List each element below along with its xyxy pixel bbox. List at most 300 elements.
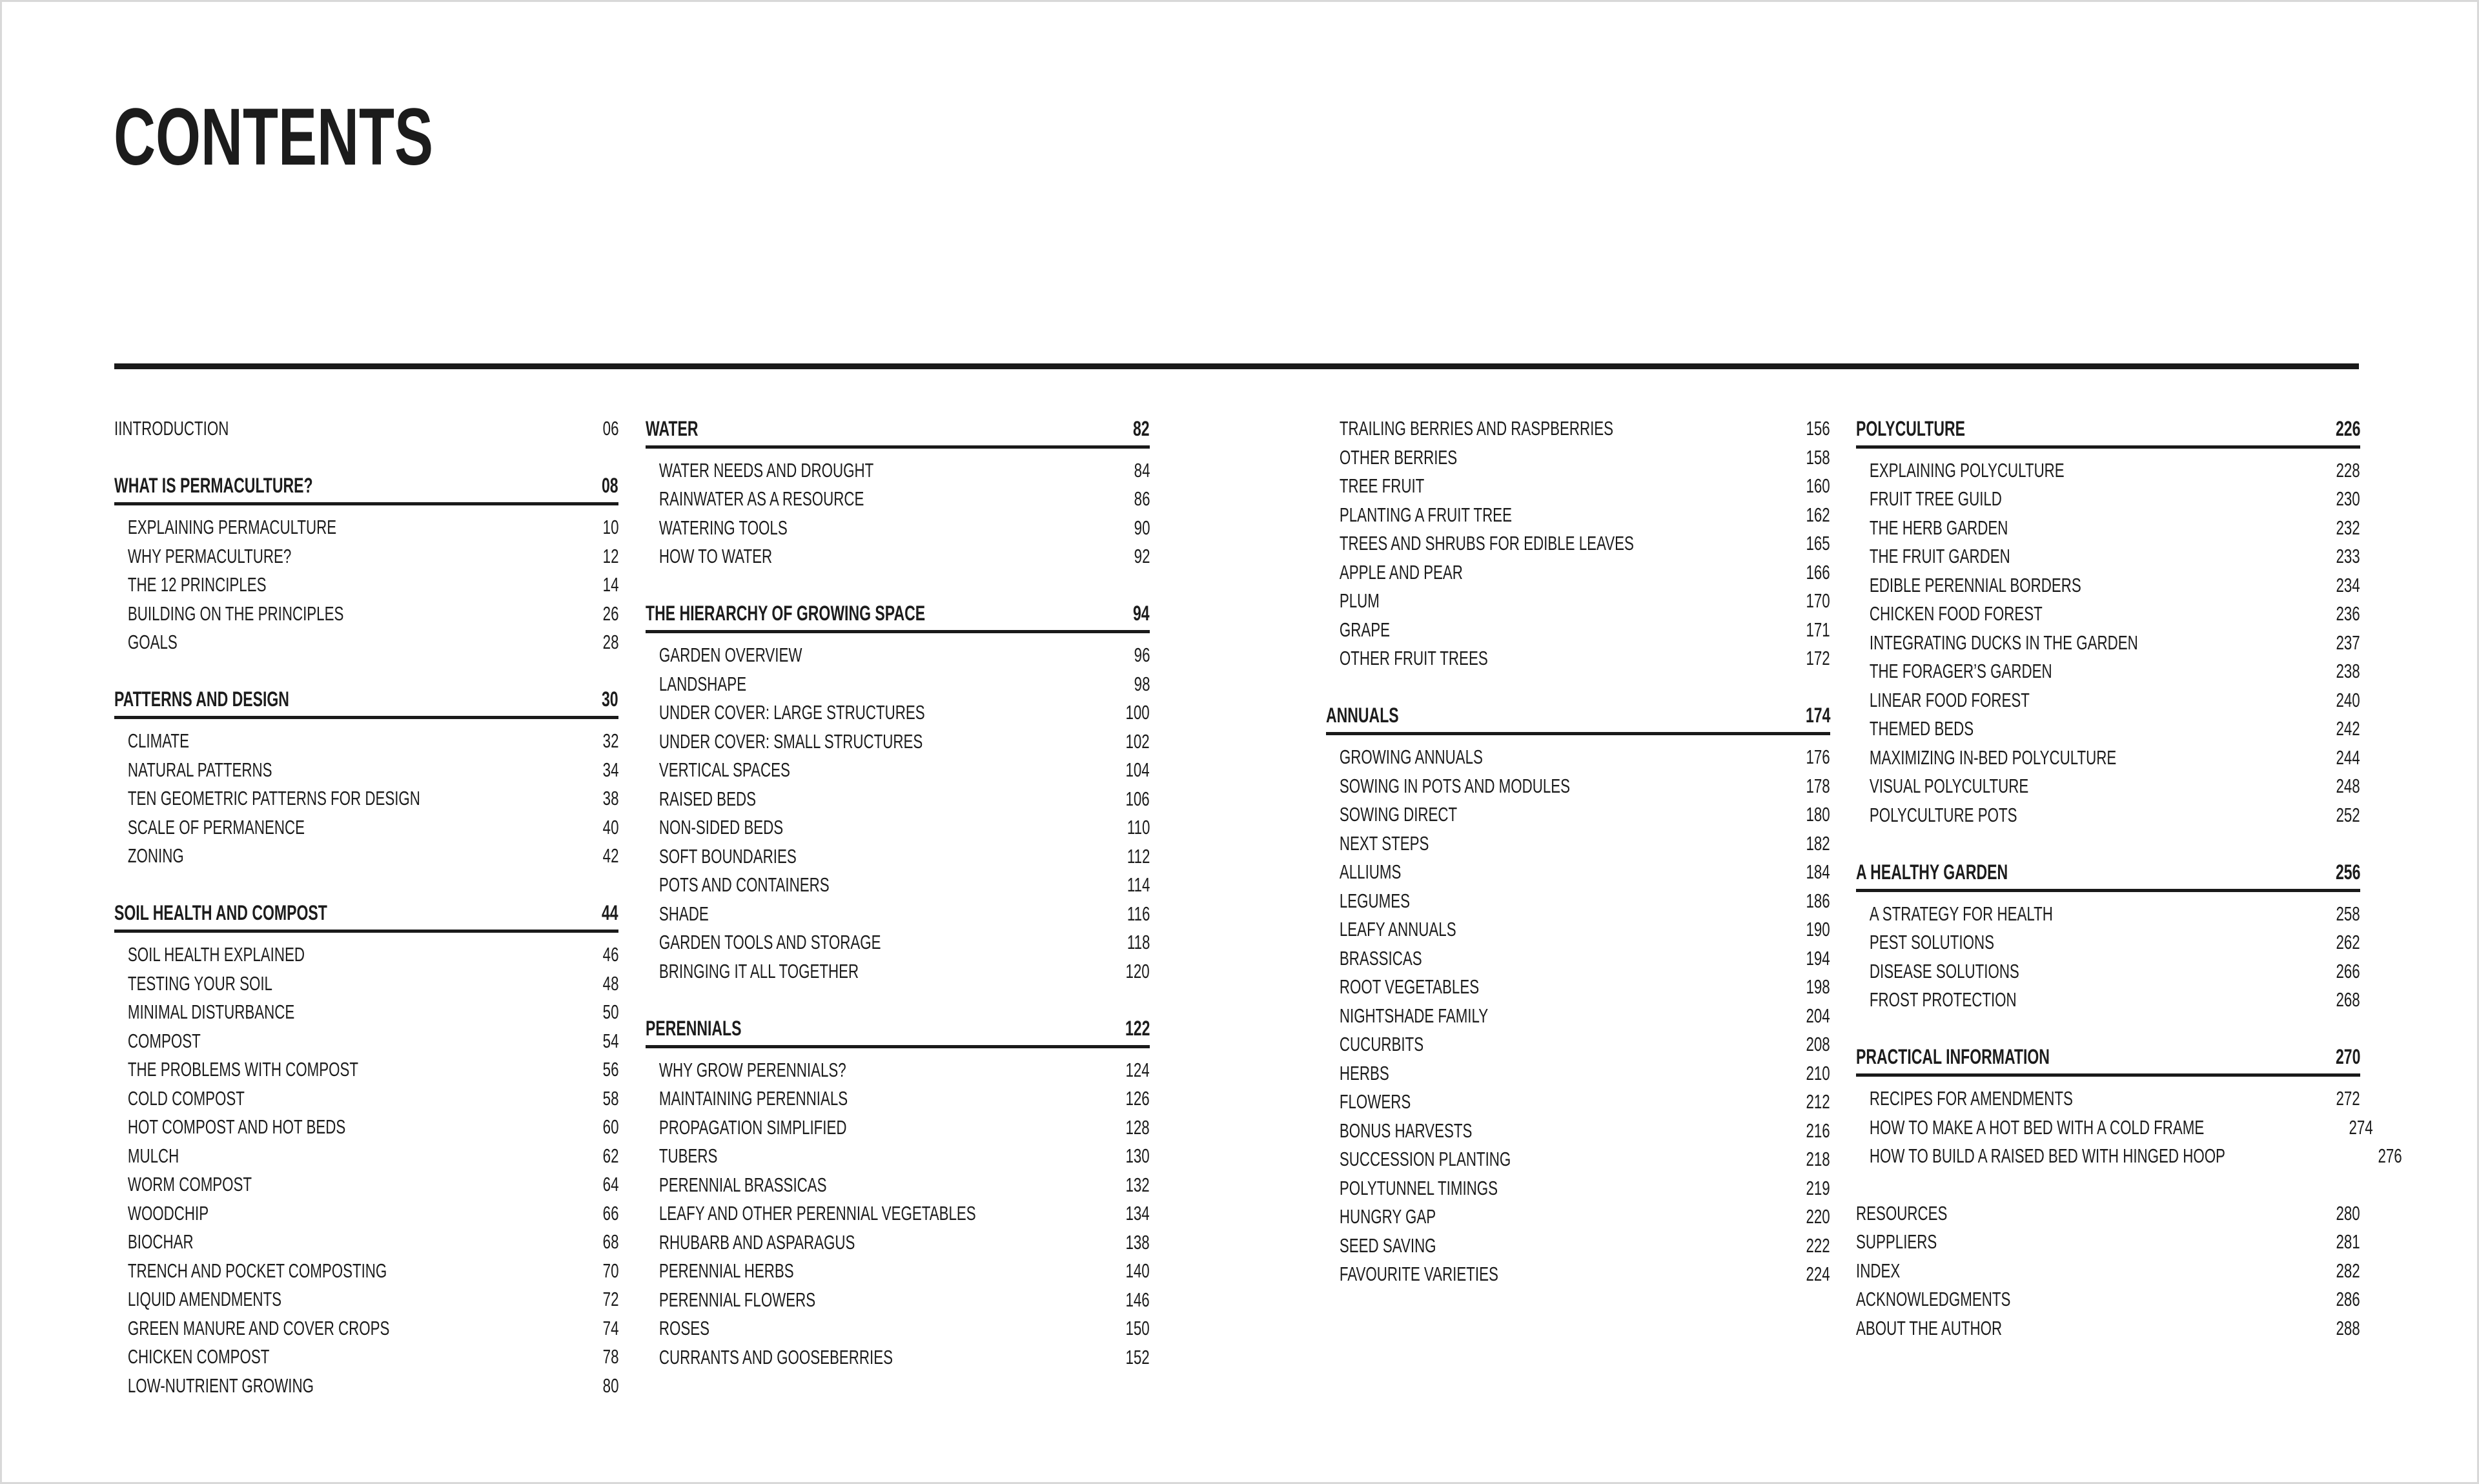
toc-entry <box>1856 1285 2360 1314</box>
toc-entry <box>1326 1145 1830 1174</box>
entry-label: INTEGRATING DUCKS IN THE GARDEN <box>1869 631 2138 654</box>
entry-page: 60 <box>602 1115 618 1139</box>
toc-entry <box>646 756 1150 785</box>
divider-rule <box>114 363 2359 369</box>
toc-entry <box>1326 558 1830 587</box>
entry-page: 14 <box>602 573 618 596</box>
toc-entry <box>646 785 1150 814</box>
toc-entry <box>114 513 618 542</box>
entry-page: 272 <box>2336 1087 2360 1110</box>
toc-entry <box>1326 743 1830 772</box>
toc-entry <box>1326 887 1830 916</box>
entry-page: 258 <box>2336 902 2360 925</box>
entry-label: POLYTUNNEL TIMINGS <box>1339 1176 1498 1199</box>
entry-label: COLD COMPOST <box>127 1086 245 1110</box>
section-header <box>1856 858 2360 887</box>
entry-page: 184 <box>1806 860 1830 884</box>
toc-entry <box>1856 485 2360 514</box>
toc-entry <box>1856 514 2360 543</box>
toc-entry <box>1856 744 2360 773</box>
toc-entry <box>114 1228 618 1257</box>
toc-entry <box>646 514 1150 543</box>
toc-entry <box>646 842 1150 871</box>
section-underline <box>114 502 618 505</box>
section-header <box>114 899 618 928</box>
entry-page: 222 <box>1806 1234 1830 1257</box>
toc-entry <box>114 1170 618 1199</box>
entry-page: 219 <box>1806 1176 1830 1199</box>
entry-page: 228 <box>2336 458 2360 482</box>
toc-entry <box>1326 501 1830 530</box>
section-title: WHAT IS PERMACULTURE? <box>114 474 313 498</box>
entry-page: 212 <box>1806 1090 1830 1113</box>
toc-entry <box>646 871 1150 900</box>
entry-label: SOWING IN POTS AND MODULES <box>1339 774 1571 797</box>
entry-label: TESTING YOUR SOIL <box>127 971 272 995</box>
entry-page: 230 <box>2336 487 2360 511</box>
entry-label: RAINWATER AS A RESOURCE <box>658 487 864 511</box>
entry-label: PERENNIAL HERBS <box>658 1259 794 1283</box>
toc-entry <box>114 1113 618 1142</box>
entry-label: CHICKEN COMPOST <box>127 1345 270 1368</box>
toc-entry <box>646 928 1150 957</box>
entry-label: PERENNIAL BRASSICAS <box>658 1173 827 1196</box>
entry-page: 12 <box>602 544 618 567</box>
entry-label: ALLIUMS <box>1339 860 1402 884</box>
entry-label: GREEN MANURE AND COVER CROPS <box>127 1316 390 1339</box>
toc-entry <box>1856 571 2360 600</box>
toc-entry <box>1856 629 2360 658</box>
entry-page: 116 <box>1127 902 1150 925</box>
section-title: PERENNIALS <box>646 1016 742 1040</box>
entry-label: BIOCHAR <box>127 1230 194 1254</box>
toc-entry <box>1326 1232 1830 1261</box>
toc-block-section <box>1326 702 1830 1289</box>
toc-entry <box>646 1199 1150 1228</box>
entry-label: SOWING DIRECT <box>1339 803 1458 826</box>
entry-page: 158 <box>1806 445 1830 469</box>
toc-block-section <box>114 899 618 1401</box>
toc-entry <box>646 698 1150 727</box>
entry-page: 38 <box>602 787 618 810</box>
entry-page: 160 <box>1806 474 1830 498</box>
section-title: PATTERNS AND DESIGN <box>114 687 289 711</box>
toc-entry <box>114 1257 618 1286</box>
toc-entry <box>1326 1059 1830 1088</box>
entry-page: 102 <box>1125 729 1150 753</box>
entry-page: 152 <box>1125 1345 1150 1368</box>
toc-block-plain <box>1856 1199 2360 1343</box>
toc-entry <box>646 1228 1150 1257</box>
toc-entry <box>1856 600 2360 629</box>
entry-label: WHY PERMACULTURE? <box>127 544 292 567</box>
entry-label: NIGHTSHADE FAMILY <box>1339 1004 1489 1027</box>
entry-label: WORM COMPOST <box>127 1173 252 1196</box>
entry-page: 100 <box>1125 701 1150 724</box>
entry-label: HOT COMPOST AND HOT BEDS <box>127 1115 346 1139</box>
toc-entry <box>646 670 1150 699</box>
toc-entry <box>1326 1117 1830 1146</box>
entry-label: COMPOST <box>127 1029 201 1052</box>
entry-label: RHUBARB AND ASPARAGUS <box>658 1230 855 1254</box>
entry-label: PROPAGATION SIMPLIFIED <box>658 1115 847 1139</box>
toc-entry <box>114 842 618 871</box>
entry-label: WATER NEEDS AND DROUGHT <box>658 458 874 482</box>
section-page: 226 <box>2335 416 2360 440</box>
entry-label: RESOURCES <box>1856 1201 1948 1225</box>
toc-entry <box>1856 657 2360 686</box>
entry-label: THE PROBLEMS WITH COMPOST <box>127 1058 359 1081</box>
entry-label: BONUS HARVESTS <box>1339 1119 1473 1142</box>
entry-label: EXPLAINING PERMACULTURE <box>127 516 337 539</box>
toc-entry <box>646 957 1150 986</box>
entry-page: 280 <box>2336 1201 2360 1225</box>
entry-page: 78 <box>602 1345 618 1368</box>
toc-entry <box>1326 414 1830 443</box>
toc-entry <box>114 813 618 842</box>
entry-page: 62 <box>602 1144 618 1167</box>
entry-label: FROST PROTECTION <box>1869 988 2017 1011</box>
entry-label: LIQUID AMENDMENTS <box>127 1288 281 1311</box>
entry-page: 171 <box>1806 618 1830 641</box>
entry-page: 216 <box>1806 1119 1830 1142</box>
entry-page: 140 <box>1125 1259 1150 1283</box>
entry-page: 276 <box>2378 1144 2403 1168</box>
toc-entry <box>114 756 618 785</box>
entry-label: OTHER FRUIT TREES <box>1339 647 1488 670</box>
section-underline <box>114 930 618 933</box>
toc-columns <box>114 414 2403 1400</box>
toc-entry <box>114 600 618 629</box>
entry-label: ZONING <box>127 844 184 868</box>
entry-page: 281 <box>2336 1230 2360 1254</box>
toc-entry <box>114 628 618 657</box>
toc-entry <box>646 1257 1150 1286</box>
entry-label: A STRATEGY FOR HEALTH <box>1869 902 2053 925</box>
entry-page: 56 <box>602 1058 618 1081</box>
section-page: 174 <box>1805 704 1830 727</box>
entry-label: PERENNIAL FLOWERS <box>658 1288 816 1311</box>
entry-label: RECIPES FOR AMENDMENTS <box>1869 1087 2073 1110</box>
entry-label: PEST SOLUTIONS <box>1869 931 1994 954</box>
entry-label: SOIL HEALTH EXPLAINED <box>127 943 305 966</box>
entry-page: 268 <box>2336 988 2360 1011</box>
entry-page: 178 <box>1806 774 1830 797</box>
section-header <box>646 1014 1150 1043</box>
section-page: 08 <box>602 474 618 498</box>
entry-label: ROSES <box>658 1317 710 1340</box>
section-header <box>646 414 1150 443</box>
toc-entry <box>1856 1199 2360 1228</box>
toc-entry <box>1856 900 2360 929</box>
toc-entry <box>1856 1257 2360 1286</box>
toc-entry <box>1326 1203 1830 1232</box>
entry-label: MAINTAINING PERENNIALS <box>658 1087 848 1110</box>
entry-page: 26 <box>602 602 618 625</box>
toc-entry <box>646 1084 1150 1113</box>
toc-entry <box>1326 915 1830 944</box>
entry-page: 106 <box>1125 787 1150 810</box>
entry-label: NATURAL PATTERNS <box>127 758 272 781</box>
entry-page: 237 <box>2336 631 2360 654</box>
toc-entry <box>1326 1174 1830 1203</box>
entry-page: 282 <box>2336 1259 2360 1282</box>
toc-entry <box>1326 472 1830 501</box>
toc-entry <box>1326 858 1830 887</box>
toc-entry <box>114 784 618 813</box>
entry-label: CURRANTS AND GOOSEBERRIES <box>658 1345 893 1368</box>
entry-page: 58 <box>602 1086 618 1110</box>
entry-page: 252 <box>2336 803 2360 826</box>
section-title: POLYCULTURE <box>1856 416 1965 440</box>
entry-label: TEN GEOMETRIC PATTERNS FOR DESIGN <box>127 787 420 810</box>
entry-label: NEXT STEPS <box>1339 831 1429 855</box>
entry-page: 68 <box>602 1230 618 1254</box>
entry-label: SUCCESSION PLANTING <box>1339 1148 1511 1171</box>
entry-page: 266 <box>2336 959 2360 982</box>
toc-entry <box>1856 928 2360 957</box>
toc-entry <box>1326 800 1830 829</box>
entry-page: 146 <box>1125 1288 1150 1311</box>
entry-label: HUNGRY GAP <box>1339 1205 1436 1228</box>
entry-page: 40 <box>602 815 618 839</box>
entry-label: ACKNOWLEDGMENTS <box>1856 1288 2011 1311</box>
entry-page: 70 <box>602 1259 618 1282</box>
entry-page: 208 <box>1806 1033 1830 1056</box>
entry-page: 244 <box>2336 746 2360 769</box>
entry-page: 233 <box>2336 545 2360 568</box>
entry-page: 238 <box>2336 660 2360 683</box>
section-page: 270 <box>2335 1045 2360 1069</box>
toc-entry <box>114 1055 618 1084</box>
section-header <box>114 472 618 501</box>
toc-block-continuation <box>1326 414 1830 673</box>
entry-page: 98 <box>1134 672 1150 695</box>
entry-page: 274 <box>2349 1115 2373 1139</box>
toc-block-section <box>646 1014 1150 1372</box>
toc-entry <box>646 727 1150 757</box>
toc-column-4 <box>1856 414 2403 1343</box>
entry-page: 54 <box>602 1029 618 1052</box>
toc-block-section <box>1856 414 2360 829</box>
toc-entry <box>114 1372 618 1401</box>
entry-page: 66 <box>602 1201 618 1225</box>
entry-label: BRINGING IT ALL TOGETHER <box>658 959 859 982</box>
toc-column-1 <box>114 414 618 1400</box>
entry-label: FRUIT TREE GUILD <box>1869 487 2002 511</box>
entry-page: 262 <box>2336 931 2360 954</box>
toc-entry <box>114 998 618 1027</box>
toc-block-plain <box>114 414 618 443</box>
section-page: 94 <box>1133 602 1150 625</box>
toc-entry <box>114 542 618 571</box>
toc-entry <box>1326 1030 1830 1059</box>
toc-entry <box>1326 529 1830 558</box>
entry-page: 232 <box>2336 516 2360 539</box>
entry-label: WHY GROW PERENNIALS? <box>658 1058 846 1081</box>
section-underline <box>1326 732 1830 735</box>
entry-label: GRAPE <box>1339 618 1391 641</box>
entry-label: LEGUMES <box>1339 889 1411 912</box>
toc-entry <box>114 1142 618 1171</box>
entry-label: ROOT VEGETABLES <box>1339 975 1480 999</box>
toc-entry <box>1326 772 1830 801</box>
entry-page: 186 <box>1806 889 1830 912</box>
toc-entry <box>646 900 1150 929</box>
entry-page: 114 <box>1127 873 1150 897</box>
entry-label: GARDEN TOOLS AND STORAGE <box>658 931 881 954</box>
entry-page: 96 <box>1134 644 1150 667</box>
section-title: THE HIERARCHY OF GROWING SPACE <box>646 602 926 625</box>
entry-page: 190 <box>1806 918 1830 941</box>
entry-page: 176 <box>1806 746 1830 769</box>
entry-label: GROWING ANNUALS <box>1339 746 1483 769</box>
entry-label: TRENCH AND POCKET COMPOSTING <box>127 1259 387 1282</box>
toc-entry <box>646 1056 1150 1085</box>
entry-label: THEMED BEDS <box>1869 717 1974 740</box>
entry-label: EDIBLE PERENNIAL BORDERS <box>1869 573 2081 596</box>
entry-label: CHICKEN FOOD FOREST <box>1869 602 2043 625</box>
entry-label: ABOUT THE AUTHOR <box>1856 1316 2003 1339</box>
entry-label: IINTRODUCTION <box>114 417 229 440</box>
toc-entry <box>1856 456 2360 485</box>
entry-label: WATERING TOOLS <box>658 516 788 539</box>
entry-page: 92 <box>1134 545 1150 568</box>
section-title: WATER <box>646 416 699 440</box>
entry-page: 234 <box>2336 573 2360 596</box>
toc-entry <box>646 485 1150 514</box>
section-page: 30 <box>602 687 618 711</box>
entry-page: 138 <box>1125 1230 1150 1254</box>
toc-entry <box>1326 616 1830 645</box>
entry-page: 242 <box>2336 717 2360 740</box>
entry-label: UNDER COVER: SMALL STRUCTURES <box>658 729 923 753</box>
entry-label: TREES AND SHRUBS FOR EDIBLE LEAVES <box>1339 532 1634 555</box>
section-underline <box>1856 1073 2360 1077</box>
toc-entry <box>1326 644 1830 673</box>
entry-page: 170 <box>1806 589 1830 613</box>
entry-label: PLANTING A FRUIT TREE <box>1339 503 1512 526</box>
toc-entry <box>646 1171 1150 1200</box>
entry-page: 224 <box>1806 1263 1830 1286</box>
entry-label: THE FORAGER’S GARDEN <box>1869 660 2052 683</box>
toc-block-section <box>114 472 618 657</box>
entry-page: 86 <box>1134 487 1150 511</box>
entry-page: 112 <box>1127 844 1150 868</box>
entry-label: INDEX <box>1856 1259 1901 1282</box>
entry-page: 74 <box>602 1316 618 1339</box>
entry-label: MULCH <box>127 1144 179 1167</box>
toc-entry <box>114 571 618 600</box>
entry-label: WOODCHIP <box>127 1201 209 1225</box>
entry-page: 48 <box>602 971 618 995</box>
entry-page: 156 <box>1806 417 1830 440</box>
toc-entry <box>114 1027 618 1056</box>
toc-entry <box>114 1199 618 1228</box>
entry-label: SCALE OF PERMANENCE <box>127 815 305 839</box>
section-title: SOIL HEALTH AND COMPOST <box>114 901 327 925</box>
entry-page: 134 <box>1125 1202 1150 1225</box>
section-underline <box>646 1045 1150 1048</box>
entry-label: BUILDING ON THE PRINCIPLES <box>127 602 344 625</box>
toc-column-3 <box>1326 414 1830 1289</box>
toc-entry <box>646 1343 1150 1372</box>
toc-entry <box>1856 1113 2373 1143</box>
entry-label: HOW TO MAKE A HOT BED WITH A COLD FRAME <box>1869 1115 2205 1139</box>
toc-entry <box>1856 957 2360 986</box>
toc-entry <box>114 1285 618 1314</box>
entry-label: CUCURBITS <box>1339 1033 1424 1056</box>
entry-label: SEED SAVING <box>1339 1234 1436 1257</box>
toc-entry <box>114 970 618 999</box>
toc-entry <box>1856 686 2360 715</box>
entry-label: FLOWERS <box>1339 1090 1411 1113</box>
toc-entry <box>646 1142 1150 1171</box>
toc-entry <box>1326 1088 1830 1117</box>
section-page: 256 <box>2335 860 2360 884</box>
toc-entry <box>1326 587 1830 616</box>
entry-label: PLUM <box>1339 589 1380 613</box>
toc-entry <box>1856 1314 2360 1343</box>
entry-label: BRASSICAS <box>1339 946 1422 970</box>
toc-entry <box>646 1314 1150 1343</box>
entry-label: THE 12 PRINCIPLES <box>127 573 267 596</box>
entry-page: 210 <box>1806 1061 1830 1084</box>
entry-page: 124 <box>1125 1058 1150 1081</box>
entry-page: 180 <box>1806 803 1830 826</box>
entry-page: 64 <box>602 1173 618 1196</box>
entry-label: CLIMATE <box>127 729 189 753</box>
entry-page: 42 <box>602 844 618 868</box>
entry-page: 84 <box>1134 458 1150 482</box>
entry-page: 104 <box>1125 758 1150 782</box>
entry-page: 288 <box>2336 1316 2360 1339</box>
entry-page: 32 <box>602 729 618 753</box>
entry-label: FAVOURITE VARIETIES <box>1339 1263 1498 1286</box>
toc-entry <box>646 641 1150 670</box>
toc-entry <box>114 1084 618 1113</box>
entry-label: HERBS <box>1339 1061 1389 1084</box>
section-header <box>1856 1043 2360 1072</box>
entry-page: 132 <box>1125 1173 1150 1196</box>
entry-page: 218 <box>1806 1148 1830 1171</box>
entry-page: 150 <box>1125 1317 1150 1340</box>
toc-entry <box>114 414 618 443</box>
entry-page: 128 <box>1125 1115 1150 1139</box>
entry-label: POLYCULTURE POTS <box>1869 803 2017 826</box>
toc-entry <box>1856 1228 2360 1257</box>
entry-page: 72 <box>602 1288 618 1311</box>
entry-page: 34 <box>602 758 618 781</box>
entry-page: 118 <box>1127 931 1150 954</box>
toc-entry <box>1856 1084 2360 1113</box>
entry-label: LEAFY AND OTHER PERENNIAL VEGETABLES <box>658 1202 976 1225</box>
entry-page: 286 <box>2336 1288 2360 1311</box>
section-header <box>646 600 1150 629</box>
entry-page: 182 <box>1806 831 1830 855</box>
entry-page: 80 <box>602 1374 618 1397</box>
toc-entry <box>1856 801 2360 830</box>
entry-page: 165 <box>1806 532 1830 555</box>
toc-entry <box>1326 1002 1830 1031</box>
toc-entry <box>1856 542 2360 571</box>
toc-entry <box>114 940 618 970</box>
entry-label: POTS AND CONTAINERS <box>658 873 830 897</box>
entry-page: 194 <box>1806 946 1830 970</box>
toc-entry <box>114 1314 618 1343</box>
section-page: 82 <box>1133 416 1150 440</box>
entry-page: 130 <box>1125 1144 1150 1168</box>
